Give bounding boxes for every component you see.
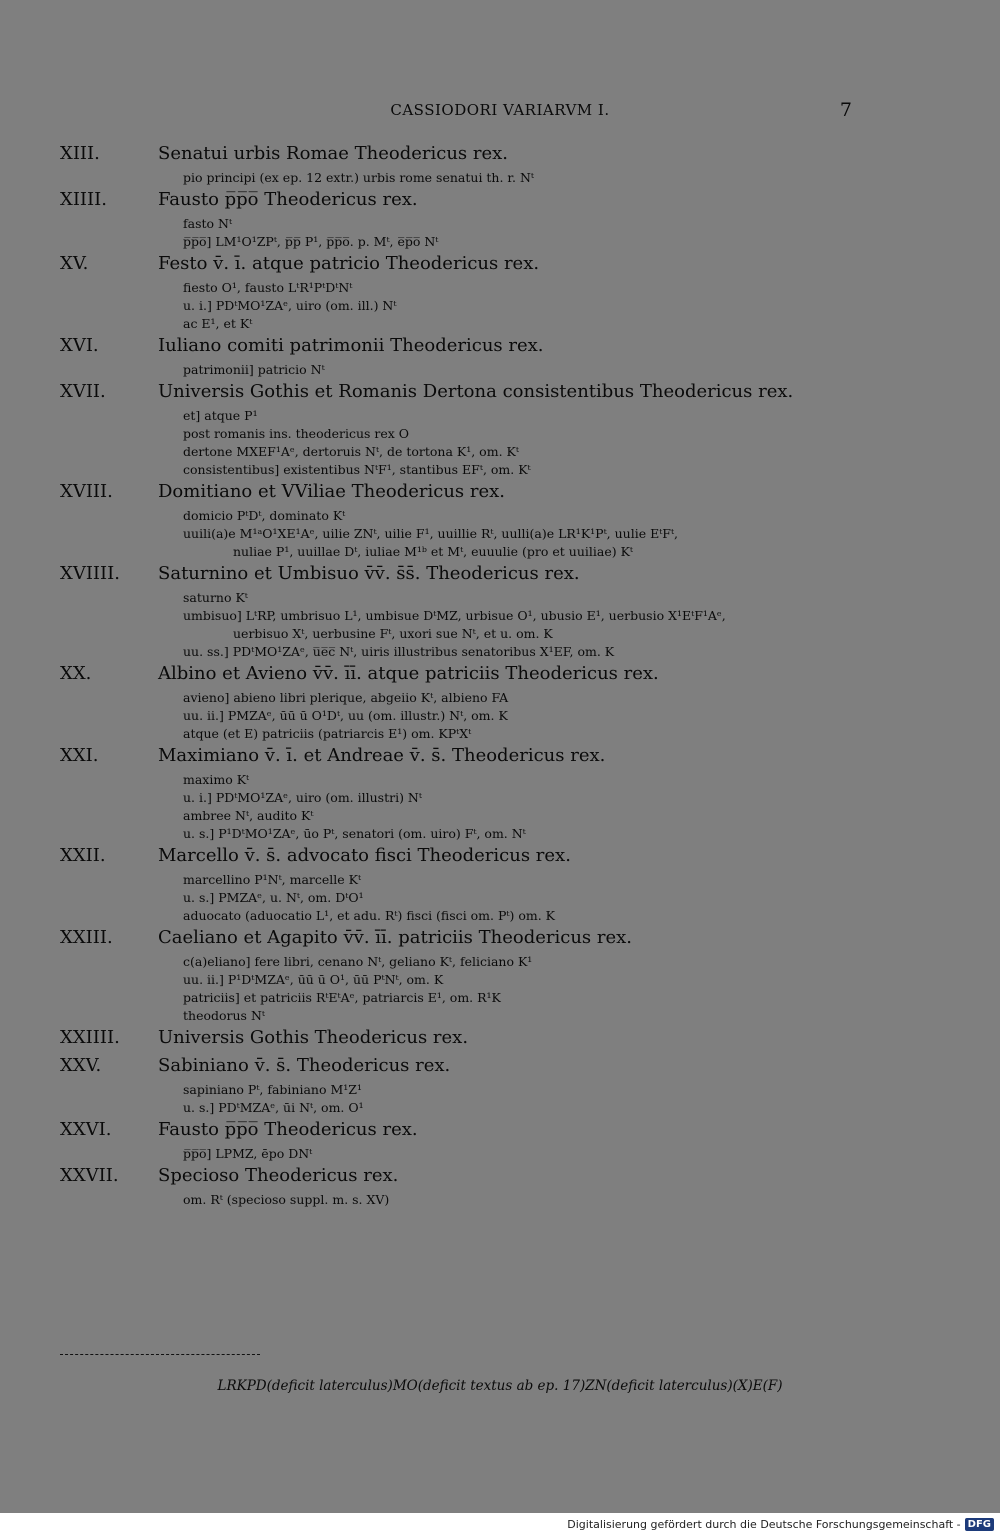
entry-heading <box>60 1027 880 1053</box>
entry-heading <box>60 1165 880 1191</box>
entry-numeral: XVII. <box>60 381 106 402</box>
entry-heading <box>60 189 880 215</box>
entry-numeral: XXI. <box>60 745 99 766</box>
entry-title: Saturnino et Umbisuo v̄v̄. s̄s̄. Theodericus rex. <box>158 563 580 584</box>
entry-title: Festo v̄. ī. atque patricio Theodericus rex. <box>158 253 540 274</box>
letter-headings-list <box>60 143 880 1211</box>
letter-entry <box>60 481 880 561</box>
letter-entry <box>60 845 880 925</box>
apparatus-line: c(a)eliano] fere libri, cenano Nᵗ, geliano Kᵗ, feliciano K¹ <box>183 954 533 969</box>
letter-entry <box>60 381 880 479</box>
letter-entry <box>60 253 880 333</box>
letter-entry <box>60 927 880 1025</box>
critical-apparatus <box>183 507 880 561</box>
page-number: 7 <box>839 99 852 121</box>
apparatus-line: p̅p̅o̅] LPMZ, ēpo DNᵗ <box>183 1146 313 1161</box>
apparatus-line: fiesto O¹, fausto LᵗR¹PᵗDᵗNᵗ <box>183 280 353 295</box>
letter-entry <box>60 335 880 379</box>
apparatus-line: u. s.] P¹DᵗMO¹ZAᵉ, ūo Pᵗ, senatori (om. uiro) Fᵗ, om. Nᵗ <box>183 826 526 841</box>
digitization-footer <box>0 1513 1000 1535</box>
letter-entry <box>60 1027 880 1053</box>
entry-numeral: XXII. <box>60 845 106 866</box>
critical-apparatus <box>183 215 880 251</box>
separator-rule <box>60 1354 260 1355</box>
critical-apparatus <box>183 279 880 333</box>
entry-numeral: XVI. <box>60 335 99 356</box>
entry-title: Universis Gothis Theodericus rex. <box>158 1027 469 1048</box>
entry-title: Domitiano et VViliae Theodericus rex. <box>158 481 506 502</box>
letter-entry <box>60 563 880 661</box>
entry-numeral: XXV. <box>60 1055 102 1076</box>
critical-apparatus <box>183 1145 880 1163</box>
apparatus-line: uu. ii.] P¹DᵗMZAᵉ, ūū ū O¹, ūū PᵗNᵗ, om. K <box>183 972 444 987</box>
dfg-logo: DFG <box>965 1518 994 1531</box>
apparatus-line: om. Rᵗ (specioso suppl. m. s. XV) <box>183 1192 390 1207</box>
entry-title: Marcello v̄. s̄. advocato fisci Theodericus rex. <box>158 845 571 866</box>
entry-heading <box>60 745 880 771</box>
entry-numeral: XVIIII. <box>60 563 120 584</box>
apparatus-line: maximo Kᵗ <box>183 772 250 787</box>
apparatus-line: u. i.] PDᵗMO¹ZAᵉ, uiro (om. ill.) Nᵗ <box>183 298 397 313</box>
entry-numeral: XX. <box>60 663 92 684</box>
critical-apparatus <box>183 169 880 187</box>
apparatus-line: ambree Nᵗ, audito Kᵗ <box>183 808 314 823</box>
entry-numeral: XV. <box>60 253 89 274</box>
entry-numeral: XVIII. <box>60 481 113 502</box>
apparatus-line: u. i.] PDᵗMO¹ZAᵉ, uiro (om. illustri) Nᵗ <box>183 790 422 805</box>
critical-apparatus <box>183 771 880 843</box>
critical-apparatus <box>183 407 880 479</box>
letter-entry <box>60 1055 880 1117</box>
apparatus-line: patriciis] et patriciis RᵗEᵗAᵉ, patriarcis E¹, om. R¹K <box>183 990 501 1005</box>
footer-credit: Digitalisierung gefördert durch die Deutsche Forschungsgemeinschaft - <box>567 1517 961 1531</box>
letter-entry <box>60 1119 880 1163</box>
apparatus-line: theodorus Nᵗ <box>183 1008 265 1023</box>
apparatus-line: fasto Nᵗ <box>183 216 233 231</box>
apparatus-line: saturno Kᵗ <box>183 590 248 605</box>
apparatus-line: atque (et E) patriciis (patriarcis E¹) om. KPᵗXᵗ <box>183 726 472 741</box>
apparatus-line: u. s.] PDᵗMZAᵉ, ūi Nᵗ, om. O¹ <box>183 1100 364 1115</box>
entry-heading <box>60 1055 880 1081</box>
running-title: CASSIODORI VARIARVM I. <box>390 101 610 119</box>
apparatus-line: uuili(a)e M¹ᵃO¹XE¹Aᵉ, uilie ZNᵗ, uilie F¹, uuillie Rᵗ, uulli(a)e LR¹K¹Pᵗ, uulie EᵗFᵗ, <box>183 526 679 541</box>
entry-heading <box>60 143 880 169</box>
entry-title: Specioso Theodericus rex. <box>158 1165 399 1186</box>
entry-title: Universis Gothis et Romanis Dertona consistentibus Theodericus rex. <box>158 381 794 402</box>
apparatus-line: consistentibus] existentibus NᵗF¹, stantibus EFᵗ, om. Kᵗ <box>183 462 531 477</box>
entry-heading <box>60 481 880 507</box>
apparatus-line: dertone MXEF¹Aᵉ, dertoruis Nᵗ, de tortona K¹, om. Kᵗ <box>183 444 519 459</box>
entry-title: Albino et Avieno v̄v̄. īī. atque patriciis Theodericus rex. <box>158 663 659 684</box>
apparatus-line: domicio PᵗDᵗ, dominato Kᵗ <box>183 508 346 523</box>
entry-numeral: XXVII. <box>60 1165 119 1186</box>
critical-apparatus <box>183 1191 880 1209</box>
apparatus-line: sapiniano Pᵗ, fabiniano M¹Z¹ <box>183 1082 362 1097</box>
entry-heading <box>60 253 880 279</box>
apparatus-line: uerbisuo Xᵗ, uerbusine Fᵗ, uxori sue Nᵗ, et u. om. K <box>233 626 553 641</box>
critical-apparatus <box>183 1081 880 1117</box>
entry-numeral: XXVI. <box>60 1119 112 1140</box>
entry-title: Fausto p̅p̅o̅ Theodericus rex. <box>158 1119 418 1140</box>
entry-heading <box>60 1119 880 1145</box>
entry-title: Caeliano et Agapito v̄v̄. īī. patriciis Theodericus rex. <box>158 927 633 948</box>
letter-entry <box>60 745 880 843</box>
apparatus-line: p̅p̅o̅] LM¹O¹ZPᵗ, p̅p̅ P¹, p̅p̅o̅. p. Mᵗ, e̅p̅o̅ Nᵗ <box>183 234 439 249</box>
entry-heading <box>60 845 880 871</box>
critical-apparatus <box>183 953 880 1025</box>
entry-heading <box>60 663 880 689</box>
critical-apparatus <box>183 689 880 743</box>
letter-entry <box>60 143 880 187</box>
entry-heading <box>60 381 880 407</box>
letter-entry <box>60 663 880 743</box>
entry-heading <box>60 335 880 361</box>
apparatus-line: nuliae P¹, uuillae Dᵗ, iuliae M¹ᵇ et Mᵗ, euuulie (pro et uuiliae) Kᵗ <box>233 544 634 559</box>
entry-numeral: XXIIII. <box>60 1027 120 1048</box>
apparatus-line: umbisuo] LᵗRP, umbrisuo L¹, umbisue DᵗMZ, urbisue O¹, ubusio E¹, uerbusio X¹EᵗF¹Aᵉ, <box>183 608 726 623</box>
entry-title: Maximiano v̄. ī. et Andreae v̄. s̄. Theodericus rex. <box>158 745 606 766</box>
entry-title: Senatui urbis Romae Theodericus rex. <box>158 143 508 164</box>
apparatus-line: et] atque P¹ <box>183 408 258 423</box>
entry-numeral: XIII. <box>60 143 100 164</box>
critical-apparatus <box>183 871 880 925</box>
apparatus-line: post romanis ins. theodericus rex O <box>183 426 410 441</box>
entry-numeral: XIIII. <box>60 189 107 210</box>
apparatus-line: u. s.] PMZAᵉ, u. Nᵗ, om. DᵗO¹ <box>183 890 364 905</box>
entry-title: Iuliano comiti patrimonii Theodericus rex. <box>158 335 544 356</box>
entry-title: Sabiniano v̄. s̄. Theodericus rex. <box>158 1055 451 1076</box>
apparatus-line: pio principi (ex ep. 12 extr.) urbis rome senatui th. r. Nᵗ <box>183 170 535 185</box>
manuscript-sigla: LRKPD(deficit laterculus)MO(deficit textus ab ep. 17)ZN(deficit laterculus)(X)E(F) <box>217 1378 783 1394</box>
apparatus-line: aduocato (aduocatio L¹, et adu. Rᵗ) fisci (fisci om. Pᵗ) om. K <box>183 908 555 923</box>
apparatus-line: marcellino P¹Nᵗ, marcelle Kᵗ <box>183 872 362 887</box>
entry-heading <box>60 563 880 589</box>
entry-heading <box>60 927 880 953</box>
apparatus-line: patrimonii] patricio Nᵗ <box>183 362 325 377</box>
apparatus-line: uu. ii.] PMZAᵉ, ūū ū O¹Dᵗ, uu (om. illustr.) Nᵗ, om. K <box>183 708 508 723</box>
letter-entry <box>60 189 880 251</box>
entry-title: Fausto p̅p̅o̅ Theodericus rex. <box>158 189 418 210</box>
critical-apparatus <box>183 361 880 379</box>
letter-entry <box>60 1165 880 1209</box>
apparatus-line: avieno] abieno libri plerique, abgeiio Kᵗ, albieno FA <box>183 690 509 705</box>
apparatus-line: ac E¹, et Kᵗ <box>183 316 253 331</box>
critical-apparatus <box>183 589 880 661</box>
apparatus-line: uu. ss.] PDᵗMO¹ZAᵉ, u̅e̅c̅ Nᵗ, uiris illustribus senatoribus X¹EF, om. K <box>183 644 615 659</box>
entry-numeral: XXIII. <box>60 927 113 948</box>
